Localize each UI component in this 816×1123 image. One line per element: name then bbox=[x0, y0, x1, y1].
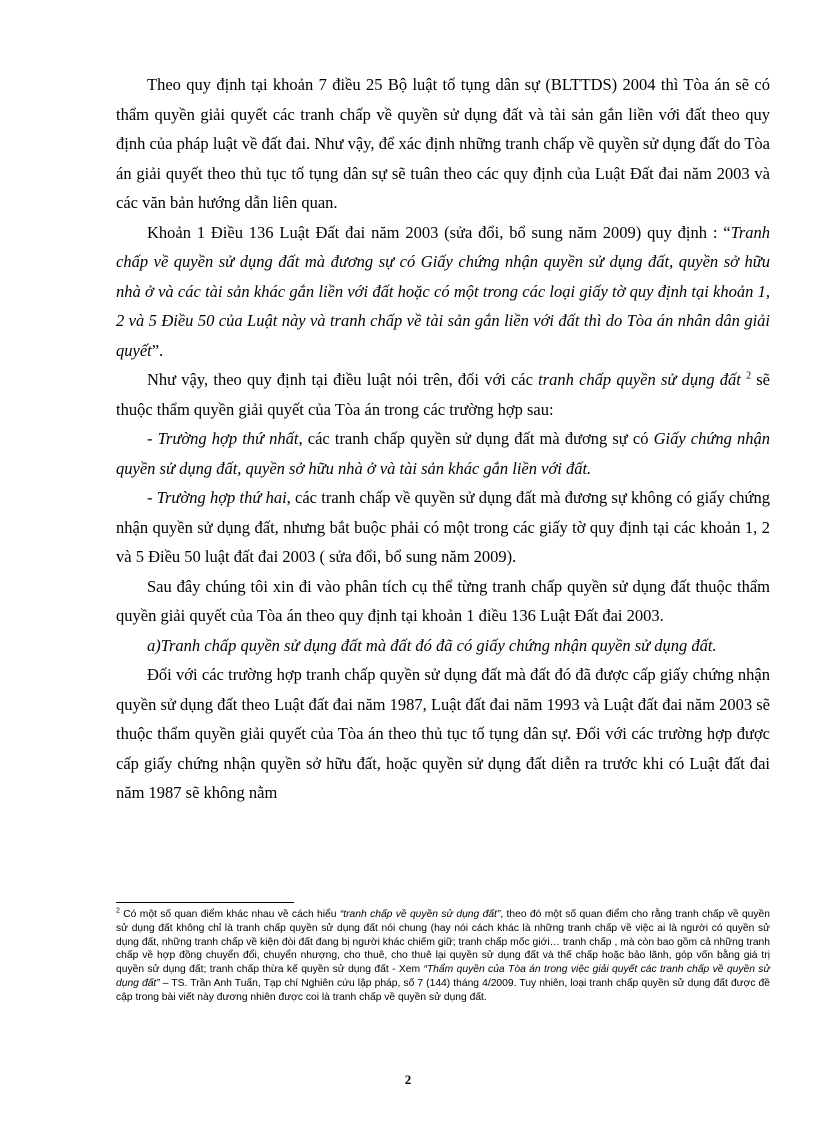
case-two-item bbox=[116, 483, 770, 572]
paragraph-1: Theo quy định tại khoản 7 điều 25 Bộ luật tố tụng dân sự (BLTTDS) 2004 thì Tòa án sẽ có thẩm quyền giải quyết các tranh chấp về quyền sử dụng đất và tài sản gắn liền với đất theo quy định của pháp luật về đất đai. Như vậy, để xác định những tranh chấp về quyền sử dụng đất do Tòa án giải quyết theo thủ tục tố tụng dân sự sẽ tuân theo các quy định của Luật Đất đai năm 2003 và các văn bản hướng dẫn liên quan. bbox=[116, 75, 770, 212]
paragraph-2-end: ”. bbox=[151, 340, 164, 360]
footnote-italic-term: “tranh chấp về quyền sử dụng đất” bbox=[339, 909, 501, 920]
paragraph-3-rest: sẽ thuộc thẩm quyền giải quyết của Tòa án trong các trường hợp sau: bbox=[116, 370, 771, 419]
footnote-reference[interactable]: 2 bbox=[746, 370, 752, 382]
dash-bullet: - bbox=[147, 488, 157, 507]
footnote-text-b: , theo đó một số quan điểm cho rằng tranh chấp về quyền sử dụng đất không chỉ là tranh chấp quyền sử dụng đất nói chung (hay nói cách khác là những tranh chấp về việc ai là người có quyền sử dụng đất, những tranh chấp về kiện đòi đất đang bị người khác chiếm giữ; tranh chấp mốc giới… tranh chấp , mà còn bao gồm cả những tranh chấp về hợp đồng chuyển đổi, chuyển nhượng, cho thuê, cho thuê lại quyền sử dụng đất và thế chấp hoặc bảo lãnh, góp vốn bằng giá trị quyền sử dụng đất; tranh chấp thừa kế quyền sử dụng đất - Xem bbox=[116, 909, 770, 976]
footnote-article-title: “Thẩm quyền của Tòa án trong việc giải quyết các tranh chấp về quyền sử dụng đất” bbox=[116, 964, 770, 989]
paragraph-2-lead: Khoản 1 Điều 136 Luật Đất đai năm 2003 (sửa đổi, bổ sung năm 2009) quy định : “ bbox=[147, 222, 731, 242]
footnote-text-a: Có một số quan điểm khác nhau về cách hiểu bbox=[119, 909, 340, 920]
paragraph-3-italic: tranh chấp quyền sử dụng đất bbox=[538, 370, 741, 389]
case-one-certificate: Giấy chứng nhận quyền sử dụng đất, quyền sở hữu nhà ở và tài sản khác gắn liền với đất. bbox=[116, 429, 770, 478]
case-two-label: Trường hợp thứ hai bbox=[156, 488, 287, 507]
footnote-2 bbox=[116, 908, 770, 1005]
section-heading-a: a)Tranh chấp quyền sử dụng đất mà đất đó đã có giấy chứng nhận quyền sử dụng đất. bbox=[147, 635, 717, 655]
footnote-separator bbox=[116, 902, 294, 903]
footnote-text-c: – TS. Trần Anh Tuấn, Tạp chí Nghiên cứu lập pháp, số 7 (144) tháng 4/2009. Tuy nhiên, loại tranh chấp quyền sử dụng đất được đề cập trong bài viết này đương nhiên được coi là tranh chấp về quyền sử dụng đất. bbox=[116, 977, 770, 1003]
paragraph-6: Sau đây chúng tôi xin đi vào phân tích cụ thể từng tranh chấp quyền sử dụng đất thuộc thẩm quyền giải quyết của Tòa án theo quy định tại khoản 1 điều 136 Luật Đất đai 2003. bbox=[116, 576, 770, 625]
paragraph-2-quote: Tranh chấp về quyền sử dụng đất mà đương sự có Giấy chứng nhận quyền sử dụng đất, quyền sở hữu nhà ở và các tài sản khác gắn liền với đất hoặc có một trong các loại giấy tờ quy định tại khoản 1, 2 và 5 Điều 50 của Luật này và tranh chấp về tài sản gắn liền với đất thì do Tòa án nhân dân giải quyết bbox=[116, 222, 770, 360]
footnote-mark: 2 bbox=[116, 907, 120, 915]
paragraph-8: Đối với các trường hợp tranh chấp quyền sử dụng đất mà đất đó đã được cấp giấy chứng nhận quyền sử dụng đất theo Luật đất đai năm 1987, Luật đất đai năm 1993 và Luật đất đai năm 2003 sẽ thuộc thẩm quyền giải quyết của Tòa án theo thủ tục tố tụng dân sự. Đối với các trường hợp được cấp giấy chứng nhận quyền sở hữu đất, hoặc quyền sử dụng đất diễn ra trước khi có Luật đất đai năm 1987 sẽ không nằm bbox=[116, 665, 770, 802]
paragraph-3-lead: Như vậy, theo quy định tại điều luật nói trên, đối với các bbox=[147, 370, 539, 389]
paragraph-2 bbox=[116, 218, 770, 366]
page-number: 2 bbox=[404, 1072, 412, 1087]
paragraph-3 bbox=[116, 365, 770, 424]
dash-bullet: - bbox=[147, 429, 158, 448]
case-two-text: , các tranh chấp về quyền sử dụng đất mà đương sự không có giấy chứng nhận quyền sử dụng đất, nhưng bắt buộc phải có một trong các giấy tờ quy định tại các khoản 1, 2 và 5 Điều 50 luật đất đai 2003 ( sửa đổi, bổ sung năm 2009). bbox=[116, 488, 770, 566]
case-one-item bbox=[116, 424, 770, 483]
case-one-text: , các tranh chấp quyền sử dụng đất mà đương sự có bbox=[298, 429, 654, 448]
body-text bbox=[116, 70, 770, 808]
case-one-label: Trường hợp thứ nhất bbox=[157, 429, 299, 448]
